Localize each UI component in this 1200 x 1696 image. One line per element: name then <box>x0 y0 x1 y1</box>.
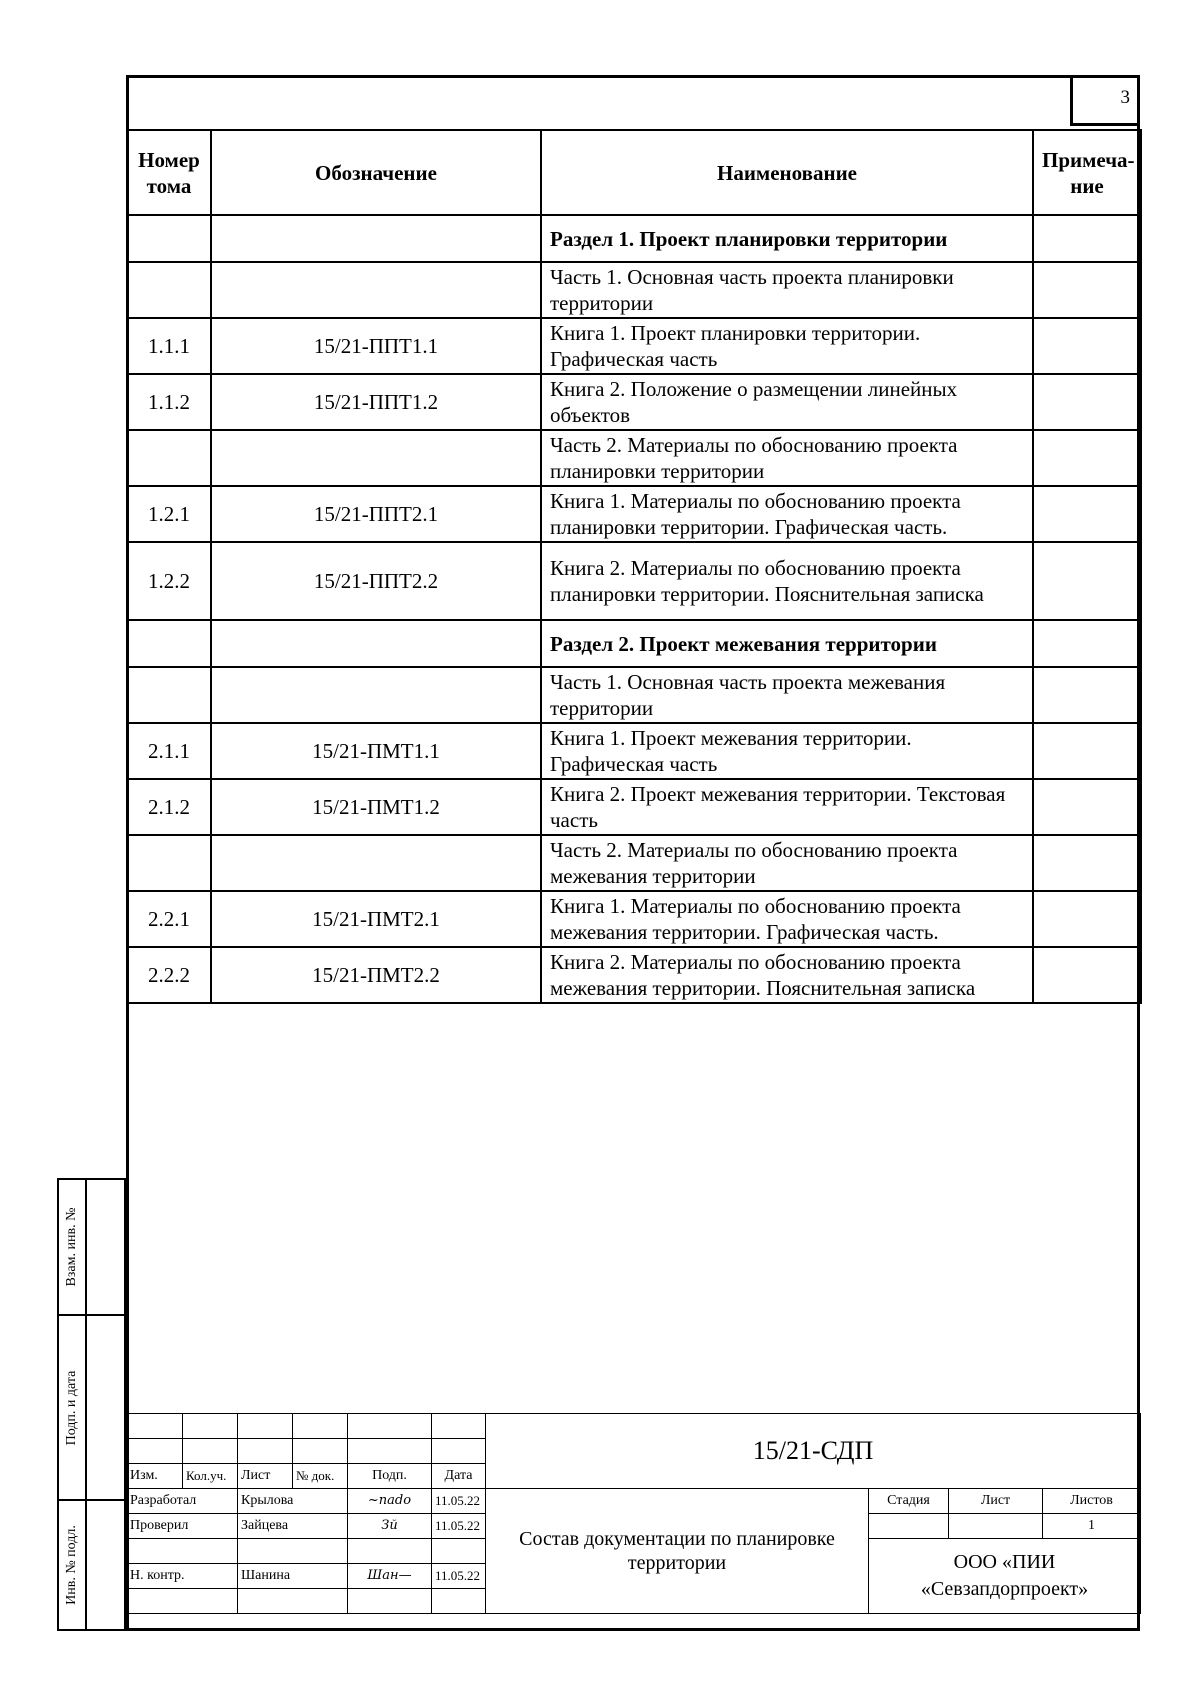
role-0: Разработал <box>127 1489 238 1514</box>
person-0: Крылова <box>238 1489 348 1514</box>
note <box>1033 318 1141 374</box>
title-block <box>126 1413 1141 1614</box>
note <box>1033 620 1141 667</box>
document-name: Часть 2. Материалы по обоснованию проекта планировки территории <box>541 430 1033 486</box>
designation: 15/21-ПМТ2.1 <box>211 891 541 947</box>
document-name: Раздел 2. Проект межевания территории <box>541 620 1033 667</box>
note <box>1033 835 1141 891</box>
role-2 <box>127 1539 238 1564</box>
table-row <box>127 723 1141 779</box>
col-list: Лист <box>238 1464 293 1489</box>
document-name: Часть 2. Материалы по обоснованию проекта межевания территории <box>541 835 1033 891</box>
document-name: Книга 2. Положение о размещении линейных объектов <box>541 374 1033 430</box>
signature-1: Зй <box>381 1518 398 1533</box>
document-name: Книга 2. Материалы по обоснованию проекта планировки территории. Пояснительная записка <box>541 542 1033 620</box>
header-volume: Номер тома <box>127 130 211 215</box>
side-box-inv <box>57 1499 126 1631</box>
note <box>1033 542 1141 620</box>
page-number: 3 <box>1070 75 1140 126</box>
table-row <box>127 779 1141 835</box>
org-line-1: ООО «ПИИ <box>953 1551 1056 1573</box>
sheets-label: Листов <box>1043 1489 1141 1514</box>
designation: 15/21-ПМТ1.2 <box>211 779 541 835</box>
table-row <box>127 835 1141 891</box>
volume-number <box>127 667 211 723</box>
side-box-podp <box>57 1314 126 1501</box>
note <box>1033 262 1141 318</box>
document-name: Книга 1. Материалы по обоснованию проекта межевания территории. Графическая часть. <box>541 891 1033 947</box>
document-name: Книга 1. Проект планировки территории. Графическая часть <box>541 318 1033 374</box>
col-podp: Подп. <box>348 1464 432 1489</box>
doc-title: Состав документации по планировке территории <box>486 1489 869 1614</box>
person-1: Зайцева <box>238 1514 348 1539</box>
note <box>1033 723 1141 779</box>
volume-number: 1.1.2 <box>127 374 211 430</box>
date-1: 11.05.22 <box>432 1514 486 1539</box>
document-name: Книга 2. Проект межевания территории. Текстовая часть <box>541 779 1033 835</box>
document-name: Часть 1. Основная часть проекта межевания территории <box>541 667 1033 723</box>
sheets-value: 1 <box>1043 1514 1141 1539</box>
volume-number: 1.1.1 <box>127 318 211 374</box>
volume-number: 2.1.1 <box>127 723 211 779</box>
volume-number: 2.2.1 <box>127 891 211 947</box>
table-row <box>127 215 1141 262</box>
stage-label: Стадия <box>869 1489 949 1514</box>
volume-number: 1.2.1 <box>127 486 211 542</box>
date-3: 11.05.22 <box>432 1564 486 1589</box>
volume-number: 2.1.2 <box>127 779 211 835</box>
header-note: Примеча-ние <box>1033 130 1141 215</box>
designation <box>211 667 541 723</box>
table-row <box>127 542 1141 620</box>
document-name: Книга 1. Проект межевания территории. Графическая часть <box>541 723 1033 779</box>
side-box-vzam <box>57 1178 126 1316</box>
table-row <box>127 891 1141 947</box>
designation: 15/21-ППТ1.1 <box>211 318 541 374</box>
table-row <box>127 430 1141 486</box>
documents-table <box>126 129 1142 1004</box>
col-data: Дата <box>432 1464 486 1489</box>
note <box>1033 215 1141 262</box>
volume-number: 1.2.2 <box>127 542 211 620</box>
designation <box>211 430 541 486</box>
side-label-vzam: Взам. инв. № <box>64 1207 79 1287</box>
table-row <box>127 374 1141 430</box>
note <box>1033 374 1141 430</box>
volume-number <box>127 430 211 486</box>
table-row <box>127 486 1141 542</box>
side-label-inv: Инв. № подл. <box>64 1525 79 1605</box>
designation: 15/21-ППТ2.1 <box>211 486 541 542</box>
note <box>1033 486 1141 542</box>
org-line-2: «Севзапдорпроект» <box>920 1578 1089 1600</box>
date-0: 11.05.22 <box>432 1489 486 1514</box>
table-row <box>127 620 1141 667</box>
col-ndoc: № док. <box>293 1464 348 1489</box>
document-name: Книга 1. Материалы по обоснованию проекта планировки территории. Графическая часть. <box>541 486 1033 542</box>
volume-number: 2.2.2 <box>127 947 211 1003</box>
table-row <box>127 667 1141 723</box>
document-name: Книга 2. Материалы по обоснованию проекта межевания территории. Пояснительная записка <box>541 947 1033 1003</box>
header-designation: Обозначение <box>211 130 541 215</box>
document-name: Часть 1. Основная часть проекта планировки территории <box>541 262 1033 318</box>
person-3: Шанина <box>238 1564 348 1589</box>
designation <box>211 215 541 262</box>
header-name: Наименование <box>541 130 1033 215</box>
role-3: Н. контр. <box>127 1564 238 1589</box>
table-row <box>127 947 1141 1003</box>
stage-value <box>869 1514 949 1539</box>
col-kol: Кол.уч. <box>183 1464 238 1489</box>
sheet-value <box>949 1514 1043 1539</box>
date-2 <box>432 1539 486 1564</box>
designation: 15/21-ППТ2.2 <box>211 542 541 620</box>
col-izm: Изм. <box>127 1464 183 1489</box>
designation: 15/21-ППТ1.2 <box>211 374 541 430</box>
note <box>1033 779 1141 835</box>
doc-code: 15/21-СДП <box>486 1414 1141 1489</box>
volume-number <box>127 215 211 262</box>
table-row <box>127 318 1141 374</box>
designation <box>211 835 541 891</box>
designation: 15/21-ПМТ2.2 <box>211 947 541 1003</box>
role-1: Проверил <box>127 1514 238 1539</box>
note <box>1033 667 1141 723</box>
note <box>1033 891 1141 947</box>
volume-number <box>127 835 211 891</box>
signature-0: ~nado <box>367 1493 412 1508</box>
sheet-label: Лист <box>949 1489 1043 1514</box>
note <box>1033 430 1141 486</box>
volume-number <box>127 262 211 318</box>
volume-number <box>127 620 211 667</box>
document-name: Раздел 1. Проект планировки территории <box>541 215 1033 262</box>
person-2 <box>238 1539 348 1564</box>
table-row <box>127 262 1141 318</box>
designation <box>211 620 541 667</box>
side-label-podp: Подп. и дата <box>64 1370 79 1445</box>
designation <box>211 262 541 318</box>
note <box>1033 947 1141 1003</box>
table-header-row <box>127 130 1141 215</box>
signature-3: Шан— <box>367 1568 412 1583</box>
organization <box>869 1539 1141 1614</box>
designation: 15/21-ПМТ1.1 <box>211 723 541 779</box>
